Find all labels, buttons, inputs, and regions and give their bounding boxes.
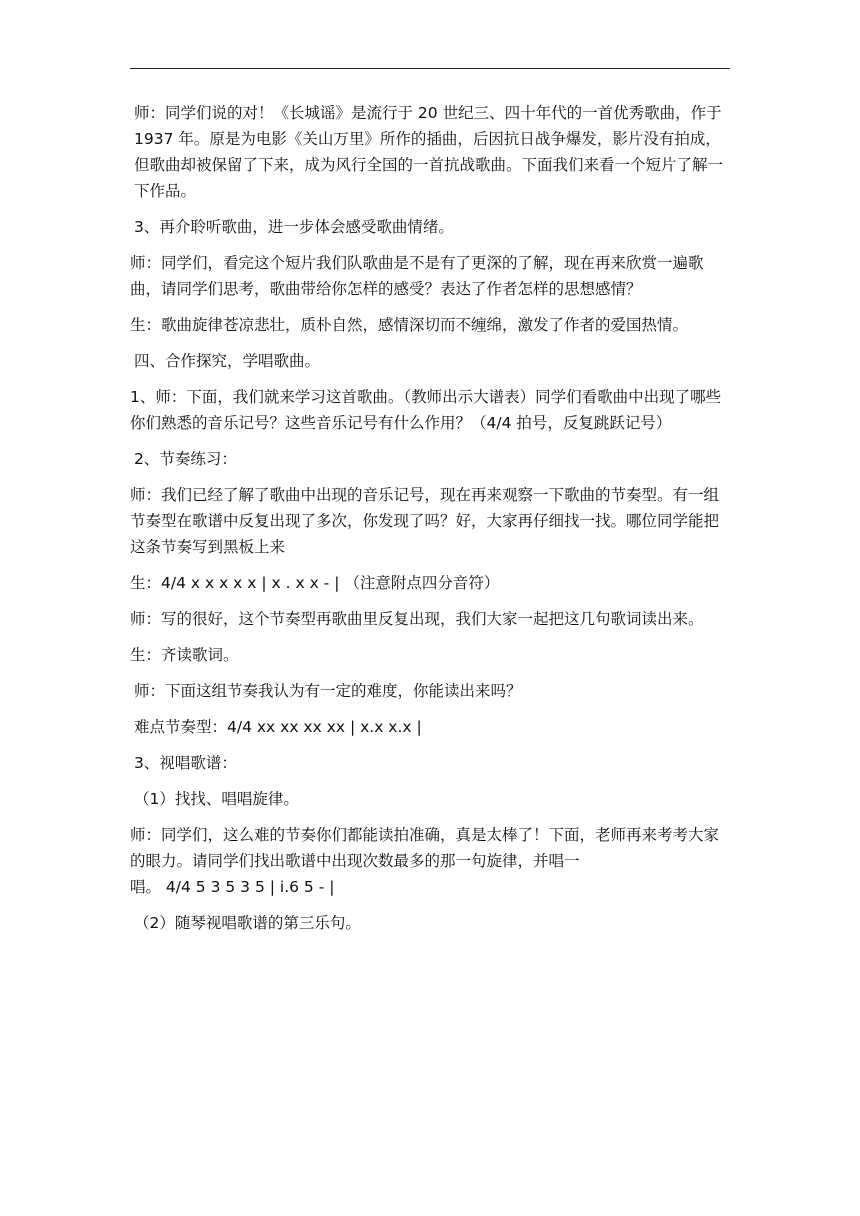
paragraph-step-3-sight-singing: 3、视唱歌谱：	[134, 754, 237, 772]
paragraph-step-2-rhythm: 2、节奏练习：	[134, 450, 237, 468]
header-rule	[130, 68, 730, 69]
paragraph-teacher-intro: 师：同学们说的对！《长城谣》是流行于 20 世纪三、四十年代的一首优秀歌曲，作于 1937 年。原是为电影《关山万里》所作的插曲，后因抗日战争爆发，影片没有拍成，但歌曲却被保留了下来，成为风行全国的一首抗战歌曲。下面我们来看一个短片了解一下作品。	[134, 104, 724, 200]
section-heading-4: 四、合作探究，学唱歌曲。	[134, 352, 321, 370]
document-body	[130, 100, 730, 936]
paragraph-teacher-praise: 师：写的很好，这个节奏型再歌曲里反复出现，我们大家一起把这几句歌词读出来。	[130, 610, 704, 628]
paragraph-step-3-listen: 3、再介聆听歌曲，进一步体会感受歌曲情绪。	[134, 218, 454, 236]
paragraph-step-1: 1、师：下面，我们就来学习这首歌曲。（教师出示大谱表）同学们看歌曲中出现了哪些你们熟悉的音乐记号？这些音乐记号有什么作用？（4/4 拍号，反复跳跃记号）	[130, 388, 722, 432]
paragraph-teacher-rhythm: 师：我们已经了解了歌曲中出现的音乐记号，现在再来观察一下歌曲的节奏型。有一组节奏型在歌谱中反复出现了多次，你发现了吗？好，大家再仔细找一找。哪位同学能把这条节奏写到黑板上来	[130, 486, 720, 556]
paragraph-student-rhythm: 生：4/4 x x x x x | x . x x - | （注意附点四分音符）	[130, 574, 500, 592]
paragraph-difficult-rhythm: 难点节奏型：4/4 xx xx xx xx | x.x x.x |	[134, 718, 422, 736]
paragraph-teacher-question: 师：同学们，看完这个短片我们队歌曲是不是有了更深的了解，现在再来欣赏一遍歌曲，请同学们思考，歌曲带给你怎样的感受？表达了作者怎样的思想感情？	[130, 254, 704, 298]
paragraph-melody-notation: 唱。 4/4 5 3 5 3 5 | i.6 5 - |	[130, 878, 335, 896]
paragraph-student-read: 生：齐读歌词。	[130, 646, 239, 664]
paragraph-teacher-melody: 师：同学们，这么难的节奏你们都能读拍准确，真是太棒了！下面，老师再来考考大家的眼力。请同学们找出歌谱中出现次数最多的那一句旋律，并唱一	[130, 826, 720, 870]
paragraph-student-answer: 生：歌曲旋律苍凉悲壮，质朴自然，感情深切而不缠绵，激发了作者的爱国热情。	[130, 316, 689, 334]
paragraph-sub-2: （2）随琴视唱歌谱的第三乐句。	[134, 914, 361, 932]
paragraph-sub-1: （1）找找、唱唱旋律。	[134, 790, 299, 808]
paragraph-teacher-difficult: 师：下面这组节奏我认为有一定的难度，你能读出来吗？	[134, 682, 522, 700]
